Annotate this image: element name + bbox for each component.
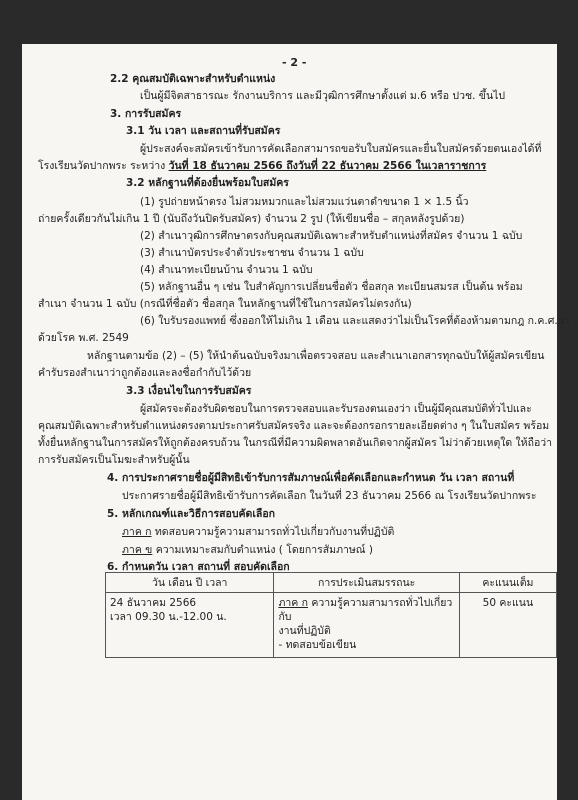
- exam-time: เวลา 09.30 น.-12.00 น.: [110, 611, 227, 623]
- doc-item-3: (3) สำเนาบัตรประจำตัวประชาชน จำนวน 1 ฉบับ: [140, 247, 364, 259]
- application-period: วันที่ 18 ธันวาคม 2566 ถึงวันที่ 22 ธันวาคม 2566 ในเวลาราชการ: [168, 160, 487, 172]
- section-3-1-heading: 3.1 วัน เวลา และสถานที่รับสมัคร: [126, 125, 281, 137]
- section-2-2-heading: 2.2 คุณสมบัติเฉพาะสำหรับตำแหน่ง: [110, 73, 276, 85]
- doc-item-5-line1: (5) หลักฐานอื่น ๆ เช่น ใบสำคัญการเปลี่ยนชื่อตัว ชื่อสกุล ทะเบียนสมรส เป็นต้น พร้อม: [140, 281, 523, 293]
- assessment-part-text: ความรู้ความสามารถทั่วไปเกี่ยวกับ: [278, 597, 453, 623]
- cell-assessment: [274, 593, 459, 658]
- section-3-3-line1: ผู้สมัครจะต้องรับผิดชอบในการตรวจสอบและรับรองตนเองว่า เป็นผู้มีคุณสมบัติทั่วไปและ: [140, 403, 532, 415]
- section-3-3-line4: การรับสมัครเป็นโมฆะสำหรับผู้นั้น: [38, 454, 190, 466]
- doc-item-6-line2: ด้วยโรค พ.ศ. 2549: [38, 332, 129, 344]
- assessment-part-label: ภาค ก: [278, 597, 308, 609]
- part-b-text: ความเหมาะสมกับตำแหน่ง ( โดยการสัมภาษณ์ ): [152, 544, 373, 556]
- table-header-row: [106, 573, 557, 593]
- doc-item-2: (2) สำเนาวุฒิการศึกษาตรงกับคุณสมบัติเฉพาะสำหรับตำแหน่งที่สมัคร จำนวน 1 ฉบับ: [140, 230, 523, 242]
- section-3-1-line1: ผู้ประสงค์จะสมัครเข้ารับการคัดเลือกสามารถขอรับใบสมัครและยื่นใบสมัครด้วยตนเองได้ที่: [140, 143, 542, 155]
- assessment-method: - ทดสอบข้อเขียน: [278, 639, 357, 651]
- assessment-part-text-2: งานที่ปฏิบัติ: [278, 625, 331, 637]
- section-3-2-heading: 3.2 หลักฐานที่ต้องยื่นพร้อมใบสมัคร: [126, 177, 289, 189]
- criteria-part-b: [122, 544, 373, 557]
- docs-note-line1: หลักฐานตามข้อ (2) – (5) ให้นำต้นฉบับจริงมาเพื่อตรวจสอบ และสำเนาเอกสารทุกฉบับให้ผู้สมัครเขียน: [87, 350, 545, 362]
- table-row: [106, 593, 557, 658]
- section-3-3-line3: ทั้งยื่นหลักฐานในการสมัครให้ถูกต้องครบถ้วน ในกรณีที่มีความผิดพลาดอันเกิดจากผู้สมัคร ไม่ว่าด้วยเหตุใด ให้ถือว่า: [38, 437, 553, 449]
- part-a-label: ภาค ก: [122, 526, 152, 538]
- exam-date: 24 ธันวาคม 2566: [110, 597, 197, 609]
- section-6-heading: 6. กำหนดวัน เวลา สถานที่ สอบคัดเลือก: [107, 561, 290, 573]
- column-header-assessment: การประเมินสมรรถนะ: [274, 573, 459, 593]
- doc-item-1-line1: (1) รูปถ่ายหน้าตรง ไม่สวมหมวกและไม่สวมแว่นตาดำขนาด 1 × 1.5 นิ้ว: [140, 196, 469, 208]
- criteria-part-a: [122, 526, 394, 539]
- section-5-heading: 5. หลักเกณฑ์และวิธีการสอบคัดเลือก: [107, 508, 276, 520]
- section-4-text: ประกาศรายชื่อผู้มีสิทธิเข้ารับการคัดเลือก ในวันที่ 23 ธันวาคม 2566 ณ โรงเรียนวัดปากพระ: [122, 490, 537, 502]
- section-2-2-text: เป็นผู้มีจิตสาธารณะ รักงานบริการ และมีวุฒิการศึกษาตั้งแต่ ม.6 หรือ ปวช. ขึ้นไป: [140, 90, 506, 102]
- section-3-3-heading: 3.3 เงื่อนไขในการรับสมัคร: [126, 385, 252, 397]
- section-3-1-line2: [38, 160, 486, 173]
- cell-date-time: [106, 593, 274, 658]
- section-3-1-line2-lead: โรงเรียนวัดปากพระ ระหว่าง: [38, 160, 169, 172]
- column-header-score: คะแนนเต็ม: [459, 573, 556, 593]
- doc-item-5-line2: สำเนา จำนวน 1 ฉบับ (กรณีที่ชื่อตัว ชื่อสกุล ในหลักฐานที่ใช้ในการสมัครไม่ตรงกัน): [38, 298, 412, 310]
- section-4-heading: 4. การประกาศรายชื่อผู้มีสิทธิเข้ารับการสัมภาษณ์เพื่อคัดเลือกและกำหนด วัน เวลา สถานที่: [107, 472, 515, 484]
- cell-score: 50 คะแนน: [459, 593, 556, 658]
- doc-item-1-line2: ถ่ายครั้งเดียวกันไม่เกิน 1 ปี (นับถึงวันปิดรับสมัคร) จำนวน 2 รูป (ให้เขียนชื่อ – สกุลหลังรูปด้วย): [38, 213, 465, 225]
- page-number: - 2 -: [282, 56, 307, 69]
- section-3-heading: 3. การรับสมัคร: [110, 108, 182, 120]
- part-b-label: ภาค ข: [122, 544, 153, 556]
- exam-schedule-table: [105, 572, 557, 658]
- part-a-text: ทดสอบความรู้ความสามารถทั่วไปเกี่ยวกับงานที่ปฏิบัติ: [151, 526, 395, 538]
- doc-item-6-line1: (6) ใบรับรองแพทย์ ซึ่งออกให้ไม่เกิน 1 เดือน และแสดงว่าไม่เป็นโรคที่ต้องห้ามตามกฎ ก.ค.ศ.ว่า: [140, 315, 570, 327]
- document-page: [22, 44, 570, 800]
- section-3-3-line2: คุณสมบัติเฉพาะสำหรับตำแหน่งตรงตามประกาศรับสมัครจริง และจะต้องกรอกรายละเอียดต่าง ๆ ในใบสมัคร พร้อม: [38, 420, 550, 432]
- doc-item-4: (4) สำเนาทะเบียนบ้าน จำนวน 1 ฉบับ: [140, 264, 313, 276]
- docs-note-line2: คำรับรองสำเนาว่าถูกต้องและลงชื่อกำกับไว้ด้วย: [38, 367, 252, 379]
- column-header-date: วัน เดือน ปี เวลา: [106, 573, 274, 593]
